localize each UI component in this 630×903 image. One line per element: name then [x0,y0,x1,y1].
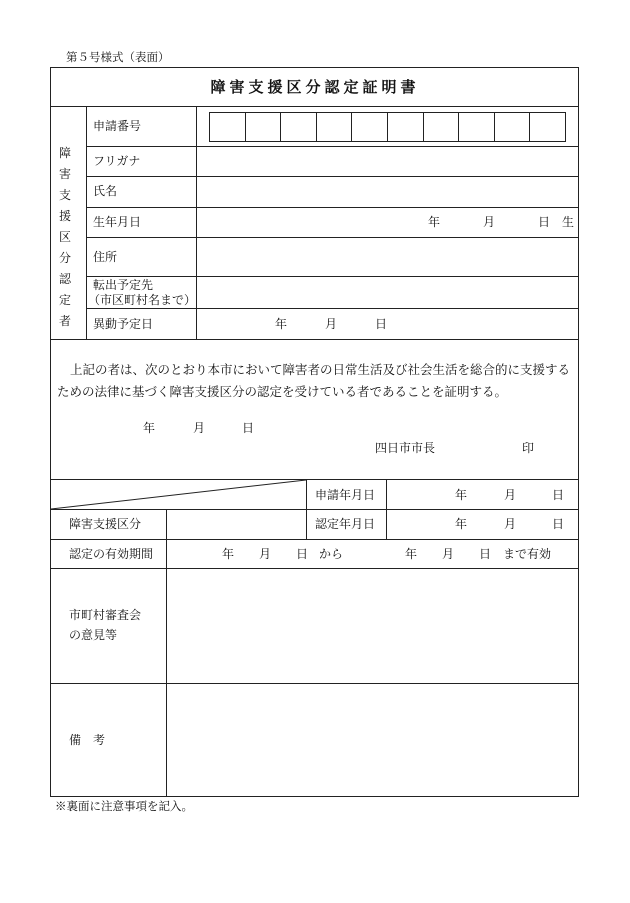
certification-date-day-unit: 日 [552,517,565,531]
cert-date-year-unit: 年 [143,421,156,435]
seal-mark: 印 [522,441,535,455]
council-opinion-sublabel: の意見等 [69,628,118,642]
cert-date-day-unit: 日 [242,421,255,435]
validity-from-month-unit: 月 [259,547,272,561]
address-label: 住所 [93,250,118,264]
certification-date-label: 認定年月日 [315,517,376,531]
document-title: 障害支援区分認定証明書 [210,78,420,96]
validity-to-day-unit: 日 [479,547,492,561]
birthdate-born-unit: 生 [562,215,575,229]
digit-box[interactable] [210,113,246,141]
digit-box[interactable] [352,113,388,141]
validity-from-day-unit: 日 [296,547,309,561]
diagonal-slash [51,480,307,510]
digit-box[interactable] [459,113,495,141]
move-date-day-unit: 日 [375,317,388,331]
certification-date-field[interactable] [387,510,578,539]
issuer-name: 四日市市長 [375,441,436,455]
section-label-vertical: 障 害 支 援 区 分 認 定 者 [58,146,71,328]
digit-box[interactable] [495,113,531,141]
section-label-divider [86,106,87,339]
application-date-month-unit: 月 [504,488,517,502]
application-number-label: 申請番号 [93,119,142,133]
certification-date-month-unit: 月 [504,517,517,531]
validity-to-suffix: まで有効 [503,547,552,561]
birthdate-field[interactable] [197,208,578,237]
application-date-field[interactable] [387,480,578,509]
digit-box[interactable] [388,113,424,141]
title-divider [50,106,579,107]
birthdate-label: 生年月日 [93,215,142,229]
validity-to-year-unit: 年 [405,547,418,561]
cert-date-month-unit: 月 [193,421,206,435]
move-destination-field[interactable] [197,277,578,308]
support-level-field[interactable] [167,510,306,539]
council-opinion-field[interactable] [167,569,578,683]
digit-box[interactable] [281,113,317,141]
digit-box[interactable] [530,113,565,141]
remarks-field[interactable] [167,684,578,796]
validity-to-month-unit: 月 [442,547,455,561]
furigana-field[interactable] [197,147,578,176]
move-date-month-unit: 月 [325,317,338,331]
name-field[interactable] [197,177,578,207]
form-number: 第５号様式（表面） [66,50,170,64]
application-date-label: 申請年月日 [315,488,376,502]
validity-from-suffix: から [319,547,344,561]
address-field[interactable] [197,238,578,276]
certification-statement: 上記の者は、次のとおり本市において障害者の日常生活及び社会生活を総合的に支援するための法律に基づく障害支援区分の認定を受けている者であることを証明する。 [57,362,571,399]
furigana-label: フリガナ [93,154,141,168]
move-destination-label: 転出予定先 [93,278,154,292]
birthdate-year-unit: 年 [428,215,441,229]
application-date-day-unit: 日 [552,488,565,502]
move-date-field[interactable] [197,309,578,339]
application-number-boxes[interactable] [209,112,566,142]
digit-box[interactable] [424,113,460,141]
council-opinion-label: 市町村審査会 [69,608,142,622]
move-date-year-unit: 年 [275,317,288,331]
certification-date-year-unit: 年 [455,517,468,531]
birthdate-month-unit: 月 [483,215,496,229]
application-date-year-unit: 年 [455,488,468,502]
move-date-label: 異動予定日 [93,317,154,331]
support-level-label: 障害支援区分 [69,517,142,531]
digit-box[interactable] [246,113,282,141]
validity-period-label: 認定の有効期間 [69,547,154,561]
footnote: ※裏面に注意事項を記入。 [55,799,193,813]
move-destination-sublabel: （市区町村名まで） [88,293,197,307]
birthdate-day-unit: 日 [538,215,551,229]
name-label: 氏名 [93,184,118,198]
remarks-label: 備 考 [69,733,106,747]
validity-from-year-unit: 年 [222,547,235,561]
applicant-section-bottom [50,339,579,340]
digit-box[interactable] [317,113,353,141]
